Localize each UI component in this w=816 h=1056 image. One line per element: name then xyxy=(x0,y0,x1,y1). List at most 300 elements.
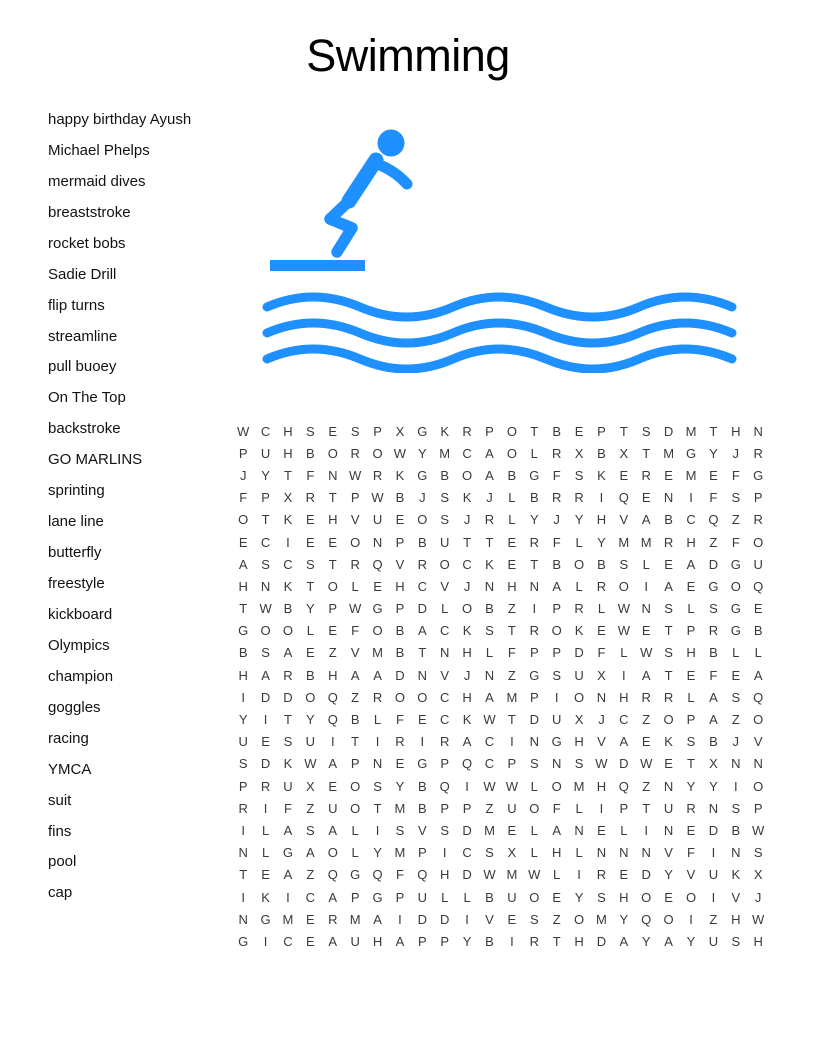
grid-cell: C xyxy=(484,756,495,772)
grid-cell: L xyxy=(687,601,695,617)
grid-cell: T xyxy=(239,601,248,617)
grid-cell: Q xyxy=(618,490,629,506)
grid-cell: D xyxy=(440,911,450,927)
grid-cell: S xyxy=(753,845,763,861)
grid-cell: A xyxy=(328,756,338,772)
grid-cell: L xyxy=(620,822,628,838)
grid-cell: W xyxy=(640,645,653,661)
grid-cell: T xyxy=(619,423,628,439)
grid-cell: U xyxy=(238,734,248,750)
grid-cell: M xyxy=(506,689,518,705)
grid-cell: W xyxy=(483,867,496,883)
grid-cell: X xyxy=(574,445,584,461)
grid-cell: O xyxy=(462,601,473,617)
grid-cell: K xyxy=(462,490,472,506)
grid-cell: F xyxy=(395,867,404,883)
grid-cell: Z xyxy=(731,712,740,728)
grid-cell: S xyxy=(574,467,584,483)
grid-cell: B xyxy=(306,667,315,683)
grid-cell: V xyxy=(731,889,741,905)
grid-cell: T xyxy=(664,623,673,639)
grid-cell: N xyxy=(596,845,607,861)
grid-cell: N xyxy=(372,756,383,772)
grid-cell: A xyxy=(238,556,248,572)
grid-cell: A xyxy=(350,667,360,683)
grid-cell: Y xyxy=(597,534,606,550)
grid-cell: O xyxy=(417,512,428,528)
grid-cell: S xyxy=(440,490,450,506)
grid-cell: E xyxy=(328,623,338,639)
grid-cell: Q xyxy=(708,512,719,528)
grid-cell: B xyxy=(507,467,517,483)
grid-cell: Q xyxy=(618,778,629,794)
grid-cell: Y xyxy=(709,778,718,794)
grid-cell: I xyxy=(442,845,447,861)
grid-cell: H xyxy=(395,578,405,594)
grid-cell: B xyxy=(283,601,293,617)
grid-cell: Y xyxy=(709,445,718,461)
grid-cell: B xyxy=(552,423,561,439)
grid-cell: C xyxy=(260,534,271,550)
grid-cell: R xyxy=(283,667,293,683)
grid-cell: T xyxy=(664,667,673,683)
grid-cell: R xyxy=(708,623,719,639)
grid-cell: F xyxy=(709,667,718,683)
grid-cell: P xyxy=(686,712,696,728)
grid-cell: F xyxy=(284,800,292,816)
diver-arm xyxy=(377,164,407,184)
grid-cell: N xyxy=(731,845,741,861)
grid-cell: Z xyxy=(306,800,315,816)
grid-cell: M xyxy=(685,423,697,439)
grid-cell: Z xyxy=(507,667,516,683)
grid-cell: Q xyxy=(417,867,428,883)
grid-cell: E xyxy=(417,712,427,728)
grid-cell: U xyxy=(305,734,316,750)
grid-cell: P xyxy=(350,889,360,905)
grid-cell: F xyxy=(552,800,561,816)
grid-cell: Q xyxy=(327,712,338,728)
grid-cell: E xyxy=(686,667,696,683)
grid-cell: X xyxy=(395,423,405,439)
grid-cell: Z xyxy=(306,867,315,883)
grid-cell: O xyxy=(663,712,674,728)
grid-cell: G xyxy=(529,467,540,483)
grid-cell: R xyxy=(350,556,360,572)
word-item: freestyle xyxy=(48,575,105,593)
grid-cell: P xyxy=(238,778,248,794)
grid-cell: L xyxy=(553,867,561,883)
grid-cell: J xyxy=(732,445,740,461)
grid-cell: S xyxy=(641,423,651,439)
wave-line xyxy=(267,297,732,317)
grid-cell: T xyxy=(687,756,695,772)
grid-cell: I xyxy=(733,778,738,794)
grid-cell: F xyxy=(552,467,561,483)
grid-cell: R xyxy=(641,467,651,483)
grid-cell: O xyxy=(327,578,338,594)
grid-cell: S xyxy=(373,778,382,794)
grid-cell: P xyxy=(440,756,450,772)
grid-cell: W xyxy=(528,867,541,883)
grid-cell: A xyxy=(641,512,651,528)
grid-cell: E xyxy=(328,423,338,439)
grid-cell: X xyxy=(597,667,606,683)
grid-cell: L xyxy=(508,490,516,506)
grid-cell: R xyxy=(686,800,696,816)
grid-cell: Y xyxy=(664,867,673,883)
grid-cell: W xyxy=(483,712,496,728)
word-item: rocket bobs xyxy=(48,234,126,252)
grid-cell: N xyxy=(529,734,539,750)
word-item: champion xyxy=(48,667,114,685)
grid-cell: L xyxy=(575,800,583,816)
word-item: racing xyxy=(48,729,89,747)
grid-cell: E xyxy=(261,734,270,750)
grid-cell: P xyxy=(350,756,360,772)
grid-cell: R xyxy=(417,556,428,572)
grid-cell: Y xyxy=(395,778,405,794)
word-item: YMCA xyxy=(48,760,92,778)
grid-cell: A xyxy=(283,645,293,661)
grid-cell: A xyxy=(664,933,673,949)
grid-cell: R xyxy=(350,445,360,461)
grid-cell: B xyxy=(395,623,405,639)
grid-cell: B xyxy=(395,490,405,506)
grid-cell: K xyxy=(440,423,450,439)
grid-cell: G xyxy=(417,756,428,772)
grid-cell: T xyxy=(328,556,337,572)
grid-cell: W xyxy=(640,756,653,772)
grid-cell: O xyxy=(685,889,697,905)
grid-cell: P xyxy=(350,490,360,506)
grid-cell: Y xyxy=(686,778,696,794)
grid-cell: Z xyxy=(485,800,494,816)
grid-cell: J xyxy=(419,490,426,506)
grid-cell: K xyxy=(283,578,293,594)
grid-cell: T xyxy=(642,800,651,816)
grid-cell: J xyxy=(239,467,247,483)
grid-cell: T xyxy=(239,867,248,883)
grid-cell: J xyxy=(463,512,471,528)
grid-cell: R xyxy=(529,933,539,949)
grid-cell: H xyxy=(686,645,696,661)
grid-cell: C xyxy=(440,623,450,639)
grid-cell: Y xyxy=(306,601,315,617)
grid-cell: D xyxy=(596,933,607,949)
grid-cell: O xyxy=(573,556,585,572)
grid-cell: V xyxy=(350,645,360,661)
grid-cell: O xyxy=(753,712,764,728)
word-item: cap xyxy=(48,884,73,902)
grid-cell: N xyxy=(551,756,562,772)
grid-cell: R xyxy=(753,445,763,461)
grid-cell: N xyxy=(753,423,763,439)
grid-cell: Z xyxy=(642,778,651,794)
grid-cell: A xyxy=(306,845,315,861)
grid-cell: P xyxy=(440,800,450,816)
grid-cell: X xyxy=(306,778,315,794)
grid-cell: D xyxy=(462,822,472,838)
grid-cell: H xyxy=(574,734,584,750)
grid-cell: I xyxy=(532,601,537,617)
grid-cell: Q xyxy=(753,689,764,705)
grid-cell: T xyxy=(284,712,292,728)
grid-cell: H xyxy=(462,645,472,661)
grid-cell: N xyxy=(663,490,674,506)
grid-cell: I xyxy=(510,734,514,750)
grid-cell: P xyxy=(238,445,248,461)
grid-cell: C xyxy=(283,556,293,572)
grid-cell: R xyxy=(596,867,607,883)
grid-cell: B xyxy=(597,445,606,461)
grid-cell: L xyxy=(732,645,740,661)
grid-cell: O xyxy=(573,911,585,927)
grid-cell: O xyxy=(394,689,405,705)
grid-cell: L xyxy=(373,712,382,728)
grid-cell: S xyxy=(485,845,494,861)
grid-cell: A xyxy=(664,578,673,594)
grid-cell: W xyxy=(349,467,362,483)
grid-cell: S xyxy=(306,556,315,572)
grid-cell: P xyxy=(529,689,539,705)
grid-cell: S xyxy=(440,512,450,528)
grid-cell: L xyxy=(441,889,449,905)
grid-cell: H xyxy=(283,445,293,461)
grid-cell: B xyxy=(529,490,539,506)
grid-cell: E xyxy=(664,756,673,772)
grid-cell: I xyxy=(263,933,268,949)
grid-cell: A xyxy=(552,822,561,838)
grid-cell: S xyxy=(597,889,606,905)
grid-cell: C xyxy=(440,689,450,705)
grid-cell: C xyxy=(417,578,428,594)
grid-cell: A xyxy=(373,667,382,683)
grid-cell: K xyxy=(597,467,606,483)
grid-cell: K xyxy=(731,867,741,883)
grid-cell: U xyxy=(283,778,293,794)
word-list xyxy=(48,104,233,908)
grid-cell: P xyxy=(417,845,427,861)
grid-cell: Y xyxy=(574,512,584,528)
grid-cell: A xyxy=(328,889,338,905)
grid-cell: E xyxy=(753,601,763,617)
grid-cell: P xyxy=(261,490,270,506)
grid-cell: H xyxy=(328,667,338,683)
grid-cell: M xyxy=(282,911,294,927)
grid-cell: A xyxy=(641,667,651,683)
grid-cell: L xyxy=(351,578,359,594)
grid-cell: I xyxy=(622,667,626,683)
grid-cell: G xyxy=(529,667,540,683)
grid-cell: I xyxy=(420,734,425,750)
word-item: suit xyxy=(48,791,72,809)
grid-cell: S xyxy=(238,756,248,772)
grid-cell: T xyxy=(463,534,472,550)
grid-cell: F xyxy=(597,645,606,661)
grid-cell: B xyxy=(709,645,718,661)
grid-cell: C xyxy=(305,889,316,905)
grid-cell: Y xyxy=(574,889,584,905)
grid-cell: G xyxy=(753,467,764,483)
grid-cell: E xyxy=(619,867,629,883)
grid-cell: Y xyxy=(462,933,472,949)
grid-cell: K xyxy=(283,756,293,772)
grid-cell: T xyxy=(284,467,292,483)
grid-cell: A xyxy=(462,734,472,750)
grid-cell: E xyxy=(686,578,696,594)
grid-cell: N xyxy=(529,578,539,594)
grid-cell: T xyxy=(306,578,315,594)
grid-cell: N xyxy=(238,845,248,861)
grid-cell: C xyxy=(462,445,472,461)
grid-cell: H xyxy=(372,933,383,949)
grid-cell: E xyxy=(641,490,651,506)
grid-cell: A xyxy=(261,667,270,683)
grid-cell: G xyxy=(350,867,361,883)
grid-cell: V xyxy=(664,845,673,861)
grid-cell: B xyxy=(417,534,427,550)
grid-cell: I xyxy=(330,734,335,750)
grid-cell: Q xyxy=(372,556,383,572)
grid-cell: I xyxy=(286,534,290,550)
grid-cell: I xyxy=(241,689,245,705)
word-item: flip turns xyxy=(48,296,105,314)
grid-cell: I xyxy=(644,578,649,594)
grid-cell: P xyxy=(753,490,763,506)
grid-cell: L xyxy=(754,645,762,661)
grid-cell: L xyxy=(597,601,606,617)
grid-cell: B xyxy=(485,933,494,949)
grid-cell: L xyxy=(687,689,695,705)
grid-cell: B xyxy=(485,889,494,905)
grid-cell: K xyxy=(485,556,494,572)
grid-cell: W xyxy=(752,911,765,927)
grid-cell: E xyxy=(619,467,629,483)
grid-cell: I xyxy=(711,889,716,905)
grid-cell: G xyxy=(260,911,271,927)
grid-cell: R xyxy=(753,512,763,528)
grid-cell: O xyxy=(618,578,629,594)
grid-cell: S xyxy=(731,800,741,816)
word-item: Sadie Drill xyxy=(48,265,117,283)
grid-cell: H xyxy=(619,689,629,705)
grid-cell: E xyxy=(395,512,405,528)
grid-cell: O xyxy=(551,623,562,639)
grid-cell: T xyxy=(552,933,561,949)
grid-cell: T xyxy=(709,423,718,439)
grid-cell: O xyxy=(753,534,764,550)
grid-cell: Z xyxy=(552,911,561,927)
grid-cell: C xyxy=(260,423,271,439)
grid-cell: S xyxy=(261,556,270,572)
grid-cell: A xyxy=(686,556,696,572)
grid-cell: M xyxy=(573,778,585,794)
grid-cell: P xyxy=(552,601,561,617)
grid-cell: P xyxy=(619,800,629,816)
grid-cell: K xyxy=(395,467,405,483)
grid-cell: A xyxy=(485,445,494,461)
grid-cell: G xyxy=(238,623,249,639)
grid-cell: R xyxy=(462,423,472,439)
grid-cell: M xyxy=(439,445,451,461)
grid-cell: D xyxy=(529,712,539,728)
grid-cell: U xyxy=(551,712,562,728)
grid-cell: G xyxy=(372,889,383,905)
word-item: sprinting xyxy=(48,482,105,500)
grid-cell: L xyxy=(441,601,449,617)
grid-cell: T xyxy=(373,800,382,816)
grid-cell: G xyxy=(685,445,697,461)
grid-cell: F xyxy=(351,623,360,639)
word-item: streamline xyxy=(48,327,118,345)
wave-line xyxy=(267,323,732,343)
grid-cell: S xyxy=(306,822,315,838)
swimming-scene xyxy=(240,118,740,373)
grid-cell: O xyxy=(753,778,764,794)
grid-cell: L xyxy=(306,623,314,639)
grid-cell: C xyxy=(686,512,696,528)
grid-cell: U xyxy=(663,800,674,816)
grid-cell: P xyxy=(462,800,472,816)
grid-cell: M xyxy=(372,645,383,661)
grid-cell: D xyxy=(708,822,719,838)
grid-cell: O xyxy=(439,556,450,572)
grid-cell: B xyxy=(753,623,763,639)
grid-cell: H xyxy=(440,867,450,883)
grid-cell: E xyxy=(731,667,741,683)
grid-cell: F xyxy=(239,490,248,506)
grid-cell: O xyxy=(641,889,652,905)
grid-cell: J xyxy=(598,712,605,728)
grid-cell: L xyxy=(530,445,538,461)
grid-cell: G xyxy=(708,578,719,594)
grid-cell: U xyxy=(507,800,517,816)
grid-cell: E xyxy=(395,756,405,772)
grid-cell: O xyxy=(350,778,361,794)
grid-cell: P xyxy=(417,933,427,949)
grid-cell: U xyxy=(753,556,763,572)
grid-cell: S xyxy=(529,756,539,772)
grid-cell: S xyxy=(261,645,270,661)
grid-cell: Z xyxy=(328,645,337,661)
word-item: butterfly xyxy=(48,544,102,562)
grid-cell: B xyxy=(485,601,494,617)
grid-cell: P xyxy=(440,933,450,949)
grid-cell: D xyxy=(462,867,472,883)
grid-cell: O xyxy=(260,623,271,639)
grid-cell: N xyxy=(440,645,450,661)
grid-cell: I xyxy=(375,822,380,838)
grid-cell: C xyxy=(484,734,495,750)
grid-cell: G xyxy=(730,601,741,617)
grid-cell: D xyxy=(708,556,719,572)
grid-cell: P xyxy=(507,756,517,772)
grid-cell: D xyxy=(417,911,428,927)
word-item: kickboard xyxy=(48,605,113,623)
grid-cell: I xyxy=(644,822,649,838)
grid-cell: V xyxy=(395,556,405,572)
grid-cell: H xyxy=(619,889,629,905)
grid-cell: I xyxy=(241,822,245,838)
grid-cell: Z xyxy=(351,689,360,705)
grid-cell: H xyxy=(551,845,562,861)
grid-cell: E xyxy=(507,822,517,838)
grid-cell: U xyxy=(372,512,383,528)
grid-cell: M xyxy=(663,445,675,461)
grid-cell: P xyxy=(686,623,696,639)
grid-cell: W xyxy=(349,601,362,617)
